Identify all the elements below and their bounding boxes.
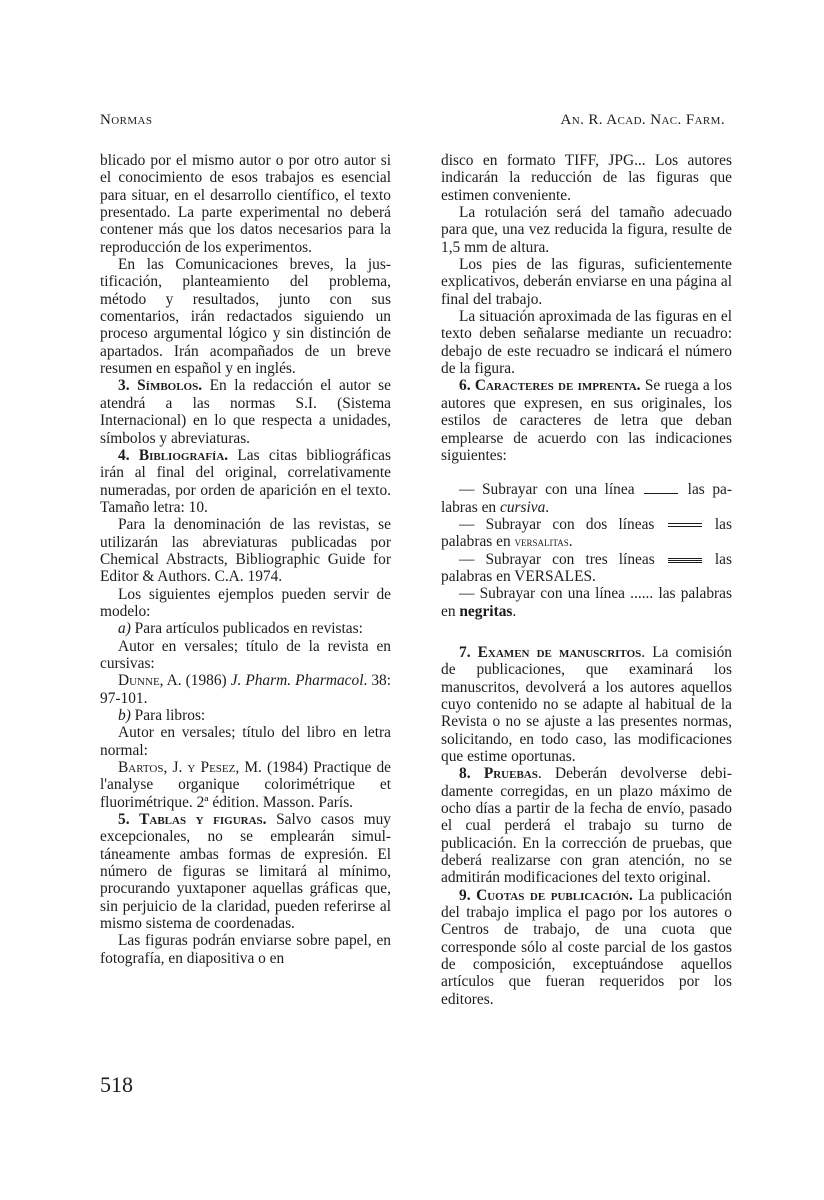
right-column bbox=[441, 152, 732, 1008]
section-examen bbox=[441, 644, 732, 765]
triple-underline-icon bbox=[668, 558, 702, 563]
instruction-text: . bbox=[545, 498, 550, 516]
reference-author: Dunne, A. bbox=[118, 672, 182, 690]
style-sample: versalitas bbox=[514, 534, 569, 550]
section-bibliografia bbox=[100, 447, 391, 516]
instruction-text: — Subrayar con una línea bbox=[459, 481, 635, 499]
paragraph: Autor en versales; título del libro en letra normal: bbox=[100, 724, 391, 759]
example-reference bbox=[100, 759, 391, 811]
list-item bbox=[100, 620, 391, 637]
paragraph: Las figuras podrán enviarse sobre papel, en fotografía, en diapositiva o en bbox=[100, 932, 391, 967]
list-item bbox=[100, 707, 391, 724]
section-number: 6. bbox=[459, 377, 471, 395]
paragraph: blicado por el mismo autor o por otro autor si el conocimiento de esos trabajos es esencial para situar, en el desarrollo científico, el texto presentado. La parte experimental no deberá contener más que los datos necesarios para la reproducción de los experimentos. bbox=[100, 152, 391, 256]
section-text: Se ruega a los autores que expresen, en sus originales, los estilos de caracteres de letra que deban emplearse de acuerdo con las indicaciones siguientes: bbox=[441, 377, 732, 464]
list-text: Para libros: bbox=[130, 707, 206, 724]
running-header-left: Normas bbox=[100, 112, 153, 128]
section-title: Cuotas de publicación. bbox=[476, 886, 633, 904]
section-number: 5. bbox=[118, 811, 130, 829]
instruction-text: las palabras en bbox=[441, 515, 732, 551]
instruction-text: las palabras en bbox=[441, 585, 732, 620]
section-simbolos bbox=[100, 377, 391, 446]
paragraph: Autor en versales; título de la revista en cursivas: bbox=[100, 637, 391, 672]
style-instruction bbox=[441, 516, 732, 551]
style-sample: negritas bbox=[459, 602, 513, 620]
reference-journal: J. Pharm. Pharmacol bbox=[230, 672, 364, 690]
section-number: 3. bbox=[118, 377, 130, 395]
style-instruction bbox=[441, 551, 732, 586]
style-instruction bbox=[441, 585, 732, 620]
example-reference bbox=[100, 672, 391, 707]
paragraph: Para la denominación de las revistas, se utilizarán las abreviaturas publicadas por Chemical Abstracts, Bibliographic Guide for Editor & Authors. C.A. 1974. bbox=[100, 516, 391, 586]
reference-author: Bartos, J. bbox=[118, 759, 183, 777]
instruction-text: — Subrayar con una línea ...... bbox=[459, 585, 654, 603]
paragraph: En las Comunicaciones breves, la justificación, planteamiento del problema, método y resultados, junto con sus comentarios, irán redactados siguiendo un proceso argumental lógico y sin distinción de apartados. Irán acompañados de un breve resumen en español y en inglés. bbox=[100, 256, 391, 378]
section-title: Bibliografía. bbox=[138, 446, 229, 464]
instruction-text: — Subrayar con tres líneas bbox=[459, 550, 655, 568]
section-text: . La comisión de publicaciones, que examinará los manuscritos, devolverá a los autores aquellos cuyo contenido no se adapte al habitual de la Revista o no se ajuste a las presentes normas, solicitando, en todo caso, las modificaciones que estime oportunas. bbox=[441, 643, 732, 765]
paragraph: disco en formato TIFF, JPG... Los autores indicarán la reducción de las figuras que estimen conveniente. bbox=[441, 152, 732, 204]
reference-year: (1986) bbox=[181, 672, 231, 690]
single-underline-icon bbox=[644, 487, 678, 494]
left-column bbox=[100, 152, 391, 967]
reference-rest: . 38: 97-101. bbox=[100, 672, 391, 707]
double-underline-icon bbox=[668, 523, 702, 527]
section-title: Símbolos. bbox=[137, 377, 203, 395]
instruction-text: . bbox=[512, 602, 517, 620]
instruction-text: — Subrayar con dos líneas bbox=[459, 515, 655, 533]
section-tablas bbox=[100, 811, 391, 932]
instruction-text: . bbox=[592, 567, 596, 585]
running-header-right: An. R. Acad. Nac. Farm. bbox=[560, 112, 725, 128]
list-label: b) bbox=[118, 707, 131, 724]
section-number: 4. bbox=[118, 446, 130, 464]
paragraph: Los siguientes ejemplos pueden servir de modelo: bbox=[100, 585, 391, 620]
section-cuotas bbox=[441, 887, 732, 1008]
style-sample: VERSALES bbox=[514, 567, 593, 585]
section-text: La publicación del trabajo implica el pago por los autores o Centros de trabajo, de una cuota que corresponde sólo al coste parcial de los gastos de composición, exceptuándose aquellos artículos que fueran requeridos por los editores. bbox=[441, 886, 732, 1008]
instruction-text: las palabras en bbox=[441, 550, 732, 585]
section-caracteres bbox=[441, 377, 732, 464]
section-number: 7. bbox=[459, 643, 471, 661]
section-title: Tablas y figuras. bbox=[139, 811, 267, 829]
instruction-text: las palabras en bbox=[441, 481, 732, 516]
reference-rest: (1984) Practique de l'analyse organique colorimétrique et fluorimétrique. 2ª édition. Masson. París. bbox=[100, 759, 391, 811]
paragraph: La situación aproximada de las figuras en el texto deben señalarse mediante un recuadro: debajo de este recuadro se indicará el número de la figura. bbox=[441, 308, 732, 378]
style-instruction bbox=[441, 481, 732, 516]
section-number: 9. bbox=[459, 886, 471, 904]
instruction-text: . bbox=[568, 533, 573, 551]
section-text: En la redacción el autor se atendrá a las normas S.I. (Sistema Internacional) en lo que respecta a unidades, símbolos y abreviaturas. bbox=[100, 377, 391, 447]
section-text: Las citas bibliográficas irán al final del original, correlativamente numeradas, por orden de aparición en el texto. Tamaño letra: 10. bbox=[100, 446, 391, 516]
section-title: Pruebas bbox=[483, 765, 538, 783]
style-sample: cursiva bbox=[499, 498, 546, 516]
page-number: 518 bbox=[100, 1072, 133, 1097]
reference-author: Pesez, M. bbox=[200, 759, 262, 777]
section-title: Examen de manuscritos bbox=[477, 643, 642, 661]
list-text: Para artículos publicados en revistas: bbox=[130, 620, 363, 638]
section-text: . Deberán devolverse debidamente corregidas, en un plazo máximo de ocho días a partir de la fecha de envío, pasado el cual perderá el trabajo su turno de publicación. En la corrección de pruebas, que deberá realizarse con gran atención, no se admitirán modificaciones del texto original. bbox=[441, 765, 732, 887]
paragraph: La rotulación será del tamaño adecuado para que, una vez reducida la figura, resulte de 1,5 mm de altura. bbox=[441, 204, 732, 256]
section-text: Salvo casos muy excepcionales, no se emplearán simultáneamente ambas formas de expresión. El número de figuras se limitará al mínimo, procurando yuxtaponer aquellas gráficas que, sin perjuicio de la claridad, pueden referirse al mismo sistema de coordenadas. bbox=[100, 811, 391, 933]
section-pruebas bbox=[441, 765, 732, 886]
list-label: a) bbox=[118, 620, 131, 638]
paragraph: Los pies de las figuras, suficientemente explicativos, deberán enviarse en una página al final del trabajo. bbox=[441, 256, 732, 308]
section-number: 8. bbox=[459, 765, 471, 783]
section-title: Caracteres de imprenta. bbox=[474, 377, 641, 395]
reference-conjunction: y bbox=[182, 759, 201, 777]
